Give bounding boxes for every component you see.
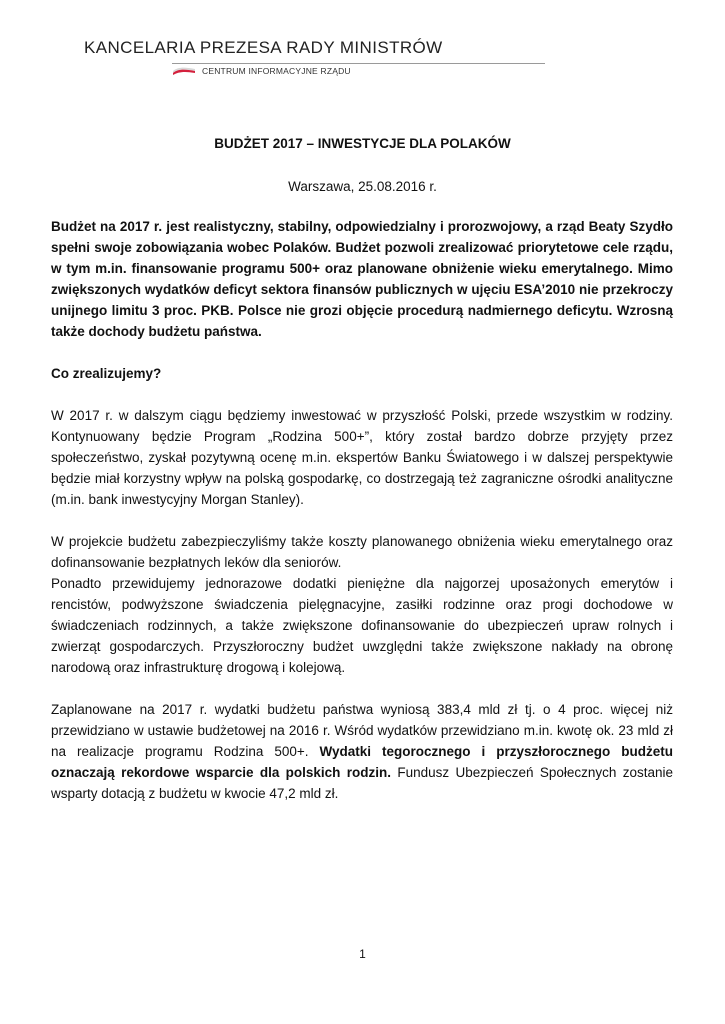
document-date: Warszawa, 25.08.2016 r. [288,179,437,194]
paragraph-family-investment: W 2017 r. w dalszym ciągu będziemy inwestować w przyszłość Polski, przede wszystkim w rodziny. Kontynuowany będzie Program „Rodzina 500+”, który został bardzo dobrze przyjęty przez społeczeństwo, zyskał pozytywną ocenę m.in. ekspertów Banku Światowego i w dalszej perspektywie będzie miał korzystny wpływ na polską gospodarkę, co dostrzegają też zagraniczne ośrodki analityczne (m.in. bank inwestycyjny Morgan Stanley). [51,408,673,507]
document-title: BUDŻET 2017 – INWESTYCJE DLA POLAKÓW [214,136,511,151]
polish-flag-ribbon-icon [172,66,196,76]
paragraph-expenditures [51,699,673,804]
expenditures-text: Zaplanowane na 2017 r. wydatki budżetu państwa wyniosą 383,4 mld zł tj. o 4 proc. więcej niż przewidziano w ustawie budżetowej na 2016 r. Wśród wydatków przewidziano m.in. kwotę ok. 23 mld zł na realizacje programu Rodzina 500+. [51,702,673,759]
page-number: 1 [359,947,366,961]
letterhead [84,38,464,76]
paragraph-benefits: Ponadto przewidujemy jednorazowe dodatki pieniężne dla najgorzej uposażonych emerytów i rencistów, podwyższone świadczenia pielęgnacyjne, zasiłki rodzinne oraz progi dochodowe w świadczeniach rodzinnych, a także zwiększone dofinansowanie do ubezpieczeń upraw rolnych i zwierząt gospodarczych. Przyszłoroczny budżet uwzględni także zwiększone nakłady na obronę narodową oraz infrastrukturę drogową i kolejową. [51,576,673,675]
expenditures-highlight: Wydatki tegorocznego i przyszłorocznego budżetu oznaczają rekordowe wsparcie dla polskich rodzin. [51,744,674,780]
letterhead-divider [172,63,545,64]
section-heading: Co zrealizujemy? [51,366,162,381]
organization-name: KANCELARIA PREZESA RADY MINISTRÓW [84,38,443,57]
expenditures-text-end: Fundusz Ubezpieczeń Społecznych zostanie wsparty dotacją z budżetu w kwocie 47,2 mld zł. [51,765,673,801]
unit-name: CENTRUM INFORMACYJNE RZĄDU [202,66,351,76]
document-body [51,216,673,825]
lead-paragraph: Budżet na 2017 r. jest realistyczny, stabilny, odpowiedzialny i prorozwojowy, a rząd Beaty Szydło spełni swoje zobowiązania wobec Polaków. Budżet pozwoli zrealizować priorytetowe cele rządu, w tym m.in. finansowanie programu 500+ oraz planowane obniżenie wieku emerytalnego. Mimo zwiększonych wydatków deficyt sektora finansów publicznych w ujęciu ESA’2010 nie przekroczy unijnego limitu 3 proc. PKB. Polsce nie grozi objęcie procedurą nadmiernego deficytu. Wzrosną także dochody budżetu państwa. [51,219,673,339]
paragraph-retirement-age: W projekcie budżetu zabezpieczyliśmy także koszty planowanego obniżenia wieku emerytalnego oraz dofinansowanie bezpłatnych leków dla seniorów. [51,534,673,570]
